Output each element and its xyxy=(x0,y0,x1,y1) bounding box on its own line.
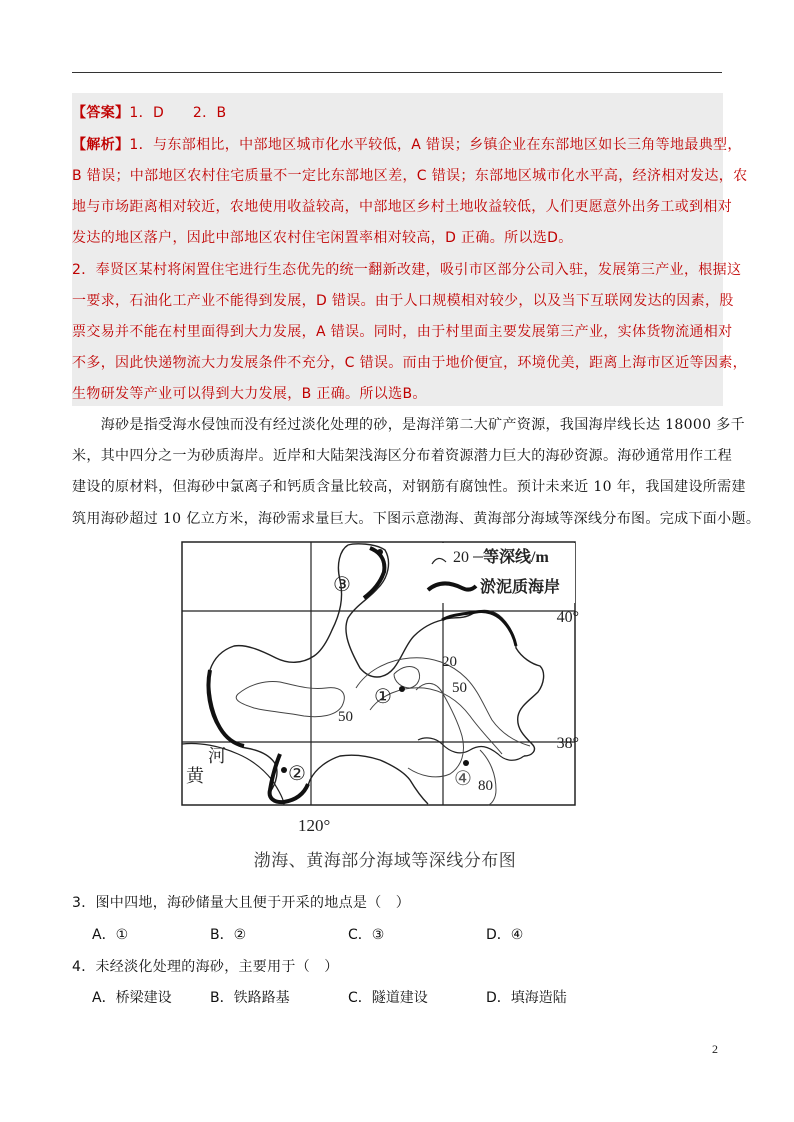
isobath-map xyxy=(180,540,580,840)
analysis-tag: 【解析】 xyxy=(72,137,130,153)
site-4-label: ④ xyxy=(454,768,472,790)
site-3-dot xyxy=(377,549,383,555)
analysis-line: 2．奉贤区某村将闲置住宅进行生态优先的统一翻新改建，吸引市区部分公司入驻，发展第三产业，根据这 xyxy=(72,262,742,278)
passage-line: 筑用海砂超过 10 亿立方米，海砂需求量巨大。下图示意渤海、黄海部分海域等深线分布图。完成下面小题。 xyxy=(72,511,761,527)
label-lon-120: 120° xyxy=(298,816,331,835)
analysis-line: 一要求，石油化工产业不能得到发展，D 错误。由于人口规模相对较少，以及当下互联网发达的因素，股 xyxy=(72,293,734,309)
site-1-label: ① xyxy=(374,686,392,708)
river-label-he: 河 xyxy=(208,746,226,766)
passage-line: 海砂是指受海水侵蚀而没有经过淡化处理的砂，是海洋第二大矿产资源，我国海岸线长达 18000 多千 xyxy=(72,417,745,433)
analysis-text: 1．与东部相比，中部地区城市化水平较低，A 错误；乡镇企业在东部地区如长三角等地最典型， xyxy=(129,137,742,153)
muddy-coast-liaohe xyxy=(364,548,384,598)
analysis-line-1 xyxy=(72,134,742,154)
question-3-option-b[interactable]: B．② xyxy=(210,927,247,943)
question-4-option-a[interactable]: A．桥梁建设 xyxy=(92,990,172,1006)
map-caption: 渤海、黄海部分海域等深线分布图 xyxy=(253,851,517,871)
river-label-huang: 黄 xyxy=(186,766,204,786)
label-lat-38: 38° xyxy=(556,735,579,752)
question-4-stem: 4．未经淡化处理的海砂，主要用于（ ） xyxy=(72,959,339,975)
muddy-coast-yalu xyxy=(442,611,516,646)
site-1-dot xyxy=(399,686,405,692)
answer-text: 1．D 2．B xyxy=(129,105,227,121)
header-rule xyxy=(72,72,722,73)
question-4-option-c[interactable]: C．隧道建设 xyxy=(348,990,428,1006)
shandong-coastline xyxy=(418,738,524,760)
analysis-line: 不多，因此快递物流大力发展条件不充分，C 错误。而由于地价便宜，环境优美，距离上海市区近等因素， xyxy=(72,355,748,371)
isobath-20-bohai xyxy=(236,682,344,717)
isobath-50-loop xyxy=(408,683,464,776)
question-4-option-b[interactable]: B．铁路路基 xyxy=(210,990,290,1006)
isobath-strait xyxy=(394,667,420,688)
analysis-line: 生物研发等产业可以得到大力发展，B 正确。所以选B。 xyxy=(72,386,427,402)
site-2-dot xyxy=(281,767,287,773)
passage-line: 建设的原材料，但海砂中氯离子和钙质含量比较高，对钢筋有腐蚀性。预计未来近 10 年，我国建设所需建 xyxy=(72,479,746,495)
analysis-line: B 错误；中部地区农村住宅质量不一定比东部地区差，C 错误；东部地区城市化水平高，经济相对发达，农 xyxy=(72,168,748,184)
label-lat-40: 40° xyxy=(556,609,579,626)
west-coastline xyxy=(209,545,428,804)
site-4-dot xyxy=(463,760,469,766)
question-3-stem: 3．图中四地，海砂储量大且便于开采的地点是（ ） xyxy=(72,895,411,911)
site-2-label: ② xyxy=(288,763,306,785)
muddy-coast-bohai-west xyxy=(208,670,244,746)
legend-isobath-label: 等深线/m xyxy=(483,549,549,566)
analysis-line: 地与市场距离相对较近，农地使用收益较高，中部地区乡村土地收益较低，人们更愿意外出务工或到相对 xyxy=(72,199,733,215)
question-3-option-d[interactable]: D．④ xyxy=(486,927,524,943)
analysis-line: 发达的地区落户，因此中部地区农村住宅闲置率相对较高，D 正确。所以选D。 xyxy=(72,230,573,246)
question-3-option-c[interactable]: C．③ xyxy=(348,927,385,943)
answer-tag: 【答案】 xyxy=(72,105,130,121)
page-number: 2 xyxy=(712,1042,718,1056)
legend-coast-label: 淤泥质海岸 xyxy=(480,579,561,596)
depth-label-80: 80 xyxy=(478,778,493,794)
analysis-line: 票交易并不能在村里面得到大力发展，A 错误。同时，由于村里面主要发展第三产业，实体货物流通相对 xyxy=(72,324,733,340)
answer-line xyxy=(72,102,724,122)
question-4-option-d[interactable]: D．填海造陆 xyxy=(486,990,567,1006)
isobath-map-svg xyxy=(180,540,580,840)
depth-label-50-east: 50 xyxy=(452,680,467,696)
site-3-label: ③ xyxy=(333,574,351,596)
depth-label-50-west: 50 xyxy=(338,709,353,725)
passage-line: 米，其中四分之一为砂质海岸。近岸和大陆架浅海区分布着资源潜力巨大的海砂资源。海砂通常用作工程 xyxy=(72,448,733,464)
question-3-option-a[interactable]: A．① xyxy=(92,927,129,943)
depth-label-20: 20 xyxy=(442,654,457,670)
legend-isobath-value: 20 xyxy=(453,549,469,566)
